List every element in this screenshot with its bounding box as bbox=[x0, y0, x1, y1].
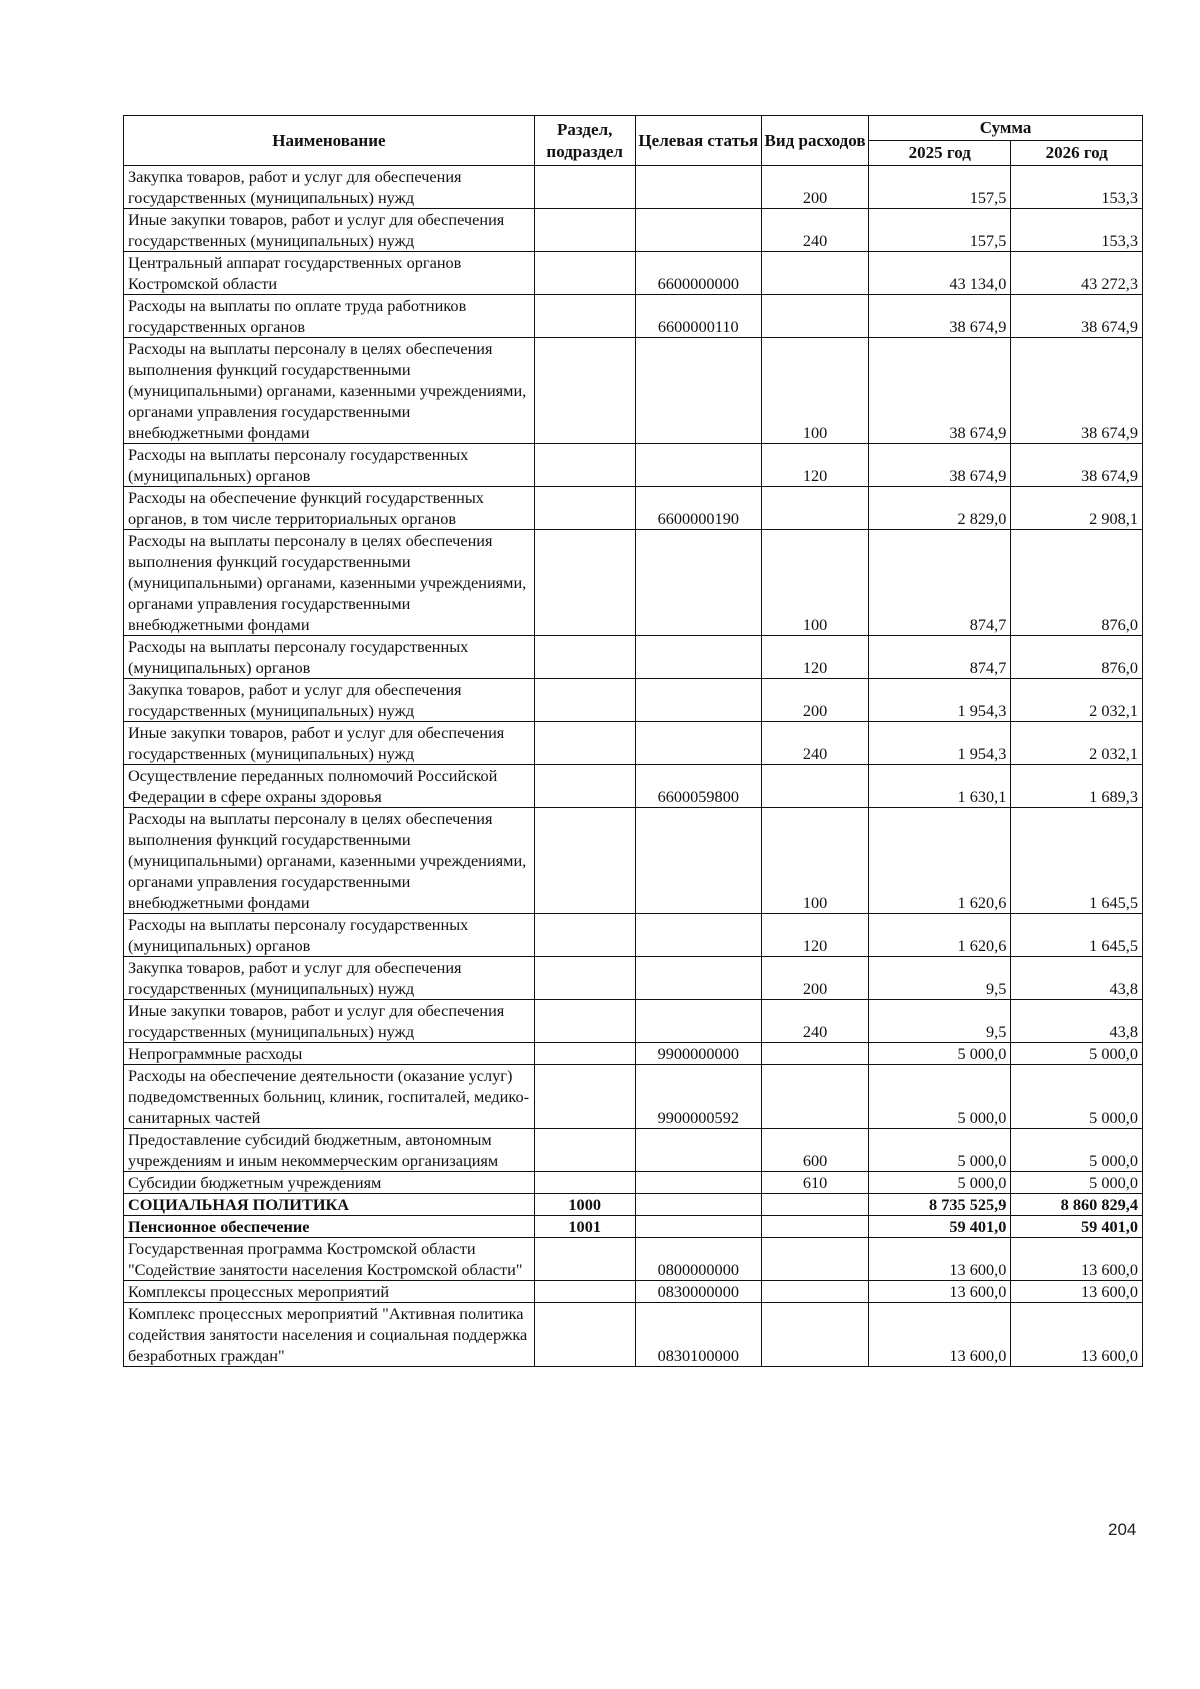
cell-section bbox=[534, 530, 635, 636]
cell-2025: 1 630,1 bbox=[869, 765, 1011, 808]
cell-section bbox=[534, 722, 635, 765]
cell-target: 6600000190 bbox=[635, 487, 761, 530]
cell-section bbox=[534, 166, 635, 209]
cell-2025: 8 735 525,9 bbox=[869, 1194, 1011, 1216]
table-row bbox=[124, 808, 1143, 914]
cell-section bbox=[534, 914, 635, 957]
cell-kind: 100 bbox=[761, 808, 868, 914]
cell-target: 9900000000 bbox=[635, 1043, 761, 1065]
table-body bbox=[124, 166, 1143, 1367]
cell-section bbox=[534, 295, 635, 338]
table-row bbox=[124, 1000, 1143, 1043]
table-row bbox=[124, 1238, 1143, 1281]
cell-section bbox=[534, 209, 635, 252]
cell-target bbox=[635, 1216, 761, 1238]
cell-2025: 43 134,0 bbox=[869, 252, 1011, 295]
table-row bbox=[124, 1065, 1143, 1129]
cell-name: Комплексы процессных мероприятий bbox=[124, 1281, 535, 1303]
cell-2026: 5 000,0 bbox=[1011, 1172, 1143, 1194]
cell-2025: 2 829,0 bbox=[869, 487, 1011, 530]
cell-2026: 5 000,0 bbox=[1011, 1129, 1143, 1172]
cell-kind: 240 bbox=[761, 722, 868, 765]
cell-name: Расходы на обеспечение деятельности (оказание услуг) подведомственных больниц, клиник, госпиталей, медико-санитарных частей bbox=[124, 1065, 535, 1129]
cell-name: Расходы на выплаты персоналу государственных (муниципальных) органов bbox=[124, 914, 535, 957]
cell-2026: 8 860 829,4 bbox=[1011, 1194, 1143, 1216]
table-row bbox=[124, 679, 1143, 722]
header-year-2025: 2025 год bbox=[869, 141, 1011, 166]
table-row bbox=[124, 722, 1143, 765]
cell-2025: 5 000,0 bbox=[869, 1043, 1011, 1065]
cell-2026: 43 272,3 bbox=[1011, 252, 1143, 295]
cell-2026: 876,0 bbox=[1011, 530, 1143, 636]
cell-2025: 13 600,0 bbox=[869, 1281, 1011, 1303]
cell-section bbox=[534, 444, 635, 487]
cell-kind bbox=[761, 1281, 868, 1303]
cell-2025: 38 674,9 bbox=[869, 338, 1011, 444]
cell-kind: 100 bbox=[761, 338, 868, 444]
cell-name: Закупка товаров, работ и услуг для обеспечения государственных (муниципальных) нужд bbox=[124, 679, 535, 722]
cell-target bbox=[635, 530, 761, 636]
header-sum: Сумма bbox=[869, 116, 1143, 141]
budget-table bbox=[123, 115, 1143, 1367]
cell-target bbox=[635, 209, 761, 252]
cell-name: Расходы на обеспечение функций государственных органов, в том числе территориальных органов bbox=[124, 487, 535, 530]
cell-name: Осуществление переданных полномочий Российской Федерации в сфере охраны здоровья bbox=[124, 765, 535, 808]
cell-section bbox=[534, 1129, 635, 1172]
cell-target bbox=[635, 1194, 761, 1216]
cell-section: 1001 bbox=[534, 1216, 635, 1238]
header-year-2026: 2026 год bbox=[1011, 141, 1143, 166]
cell-name: Иные закупки товаров, работ и услуг для обеспечения государственных (муниципальных) нужд bbox=[124, 1000, 535, 1043]
cell-section bbox=[534, 957, 635, 1000]
cell-section bbox=[534, 1238, 635, 1281]
cell-target: 6600000110 bbox=[635, 295, 761, 338]
table-row bbox=[124, 957, 1143, 1000]
cell-section bbox=[534, 1303, 635, 1367]
cell-2025: 874,7 bbox=[869, 530, 1011, 636]
cell-target bbox=[635, 914, 761, 957]
cell-name: Расходы на выплаты по оплате труда работников государственных органов bbox=[124, 295, 535, 338]
cell-2026: 1 645,5 bbox=[1011, 808, 1143, 914]
cell-2026: 13 600,0 bbox=[1011, 1238, 1143, 1281]
cell-section bbox=[534, 765, 635, 808]
cell-kind: 120 bbox=[761, 636, 868, 679]
cell-section bbox=[534, 1281, 635, 1303]
cell-2025: 157,5 bbox=[869, 209, 1011, 252]
cell-2025: 38 674,9 bbox=[869, 444, 1011, 487]
cell-target bbox=[635, 808, 761, 914]
table-row bbox=[124, 1281, 1143, 1303]
cell-2025: 1 954,3 bbox=[869, 679, 1011, 722]
cell-2026: 1 645,5 bbox=[1011, 914, 1143, 957]
cell-name: Иные закупки товаров, работ и услуг для обеспечения государственных (муниципальных) нужд bbox=[124, 722, 535, 765]
cell-section bbox=[534, 1172, 635, 1194]
cell-kind bbox=[761, 252, 868, 295]
cell-name: Государственная программа Костромской области "Содействие занятости населения Костромской области" bbox=[124, 1238, 535, 1281]
cell-kind: 200 bbox=[761, 679, 868, 722]
cell-2025: 9,5 bbox=[869, 1000, 1011, 1043]
table-row bbox=[124, 1129, 1143, 1172]
cell-2026: 876,0 bbox=[1011, 636, 1143, 679]
table-row bbox=[124, 252, 1143, 295]
cell-target: 6600000000 bbox=[635, 252, 761, 295]
cell-2026: 13 600,0 bbox=[1011, 1303, 1143, 1367]
cell-2025: 5 000,0 bbox=[869, 1065, 1011, 1129]
cell-section bbox=[534, 1043, 635, 1065]
cell-section bbox=[534, 338, 635, 444]
cell-kind bbox=[761, 1216, 868, 1238]
cell-2025: 13 600,0 bbox=[869, 1238, 1011, 1281]
cell-2026: 153,3 bbox=[1011, 166, 1143, 209]
table-row bbox=[124, 765, 1143, 808]
cell-kind bbox=[761, 1065, 868, 1129]
cell-section bbox=[534, 636, 635, 679]
cell-target bbox=[635, 166, 761, 209]
cell-kind: 100 bbox=[761, 530, 868, 636]
cell-kind bbox=[761, 1303, 868, 1367]
cell-kind bbox=[761, 295, 868, 338]
header-name: Наименование bbox=[124, 116, 535, 166]
cell-name: Расходы на выплаты персоналу в целях обеспечения выполнения функций государственными (муниципальными) органами, казенными учреждениями, органами управления государственными внебюджетными фондами bbox=[124, 808, 535, 914]
cell-target bbox=[635, 957, 761, 1000]
cell-2025: 1 620,6 bbox=[869, 808, 1011, 914]
cell-2025: 13 600,0 bbox=[869, 1303, 1011, 1367]
cell-2025: 59 401,0 bbox=[869, 1216, 1011, 1238]
cell-name: Расходы на выплаты персоналу в целях обеспечения выполнения функций государственными (муниципальными) органами, казенными учреждениями, органами управления государственными внебюджетными фондами bbox=[124, 530, 535, 636]
cell-kind bbox=[761, 487, 868, 530]
cell-kind bbox=[761, 1194, 868, 1216]
cell-kind: 610 bbox=[761, 1172, 868, 1194]
cell-kind: 600 bbox=[761, 1129, 868, 1172]
cell-name: Комплекс процессных мероприятий "Активная политика содействия занятости населения и социальная поддержка безработных граждан" bbox=[124, 1303, 535, 1367]
cell-2025: 1 620,6 bbox=[869, 914, 1011, 957]
cell-2025: 9,5 bbox=[869, 957, 1011, 1000]
cell-2026: 13 600,0 bbox=[1011, 1281, 1143, 1303]
cell-2026: 5 000,0 bbox=[1011, 1043, 1143, 1065]
table-row bbox=[124, 1043, 1143, 1065]
cell-target: 0830000000 bbox=[635, 1281, 761, 1303]
cell-2026: 5 000,0 bbox=[1011, 1065, 1143, 1129]
cell-kind: 240 bbox=[761, 1000, 868, 1043]
cell-name: Закупка товаров, работ и услуг для обеспечения государственных (муниципальных) нужд bbox=[124, 166, 535, 209]
cell-target bbox=[635, 1129, 761, 1172]
cell-2025: 5 000,0 bbox=[869, 1172, 1011, 1194]
table-row bbox=[124, 1194, 1143, 1216]
cell-target bbox=[635, 722, 761, 765]
cell-2026: 59 401,0 bbox=[1011, 1216, 1143, 1238]
cell-kind: 240 bbox=[761, 209, 868, 252]
page-number: 204 bbox=[1108, 1520, 1137, 1539]
cell-target bbox=[635, 679, 761, 722]
cell-target: 9900000592 bbox=[635, 1065, 761, 1129]
cell-name: Предоставление субсидий бюджетным, автономным учреждениям и иным некоммерческим организациям bbox=[124, 1129, 535, 1172]
cell-2025: 38 674,9 bbox=[869, 295, 1011, 338]
cell-target bbox=[635, 338, 761, 444]
cell-name: СОЦИАЛЬНАЯ ПОЛИТИКА bbox=[124, 1194, 535, 1216]
table-row bbox=[124, 209, 1143, 252]
cell-kind bbox=[761, 765, 868, 808]
cell-name: Иные закупки товаров, работ и услуг для обеспечения государственных (муниципальных) нужд bbox=[124, 209, 535, 252]
cell-target: 0830100000 bbox=[635, 1303, 761, 1367]
cell-2026: 1 689,3 bbox=[1011, 765, 1143, 808]
cell-2026: 38 674,9 bbox=[1011, 338, 1143, 444]
table-row bbox=[124, 1216, 1143, 1238]
table-row bbox=[124, 530, 1143, 636]
cell-2026: 2 032,1 bbox=[1011, 722, 1143, 765]
cell-target: 6600059800 bbox=[635, 765, 761, 808]
cell-kind bbox=[761, 1043, 868, 1065]
header-section: Раздел, подраздел bbox=[534, 116, 635, 166]
cell-name: Центральный аппарат государственных органов Костромской области bbox=[124, 252, 535, 295]
cell-section bbox=[534, 1065, 635, 1129]
cell-kind: 120 bbox=[761, 914, 868, 957]
cell-2026: 2 032,1 bbox=[1011, 679, 1143, 722]
cell-section bbox=[534, 1000, 635, 1043]
table-row bbox=[124, 166, 1143, 209]
cell-2025: 5 000,0 bbox=[869, 1129, 1011, 1172]
cell-name: Расходы на выплаты персоналу государственных (муниципальных) органов bbox=[124, 636, 535, 679]
cell-2026: 43,8 bbox=[1011, 957, 1143, 1000]
cell-2026: 2 908,1 bbox=[1011, 487, 1143, 530]
cell-2026: 153,3 bbox=[1011, 209, 1143, 252]
table-row bbox=[124, 914, 1143, 957]
cell-name: Расходы на выплаты персоналу государственных (муниципальных) органов bbox=[124, 444, 535, 487]
cell-target bbox=[635, 636, 761, 679]
cell-kind: 200 bbox=[761, 166, 868, 209]
cell-section bbox=[534, 808, 635, 914]
cell-name: Пенсионное обеспечение bbox=[124, 1216, 535, 1238]
cell-kind bbox=[761, 1238, 868, 1281]
table-row bbox=[124, 444, 1143, 487]
table-row bbox=[124, 338, 1143, 444]
header-kind: Вид расходов bbox=[761, 116, 868, 166]
cell-name: Субсидии бюджетным учреждениям bbox=[124, 1172, 535, 1194]
cell-target: 0800000000 bbox=[635, 1238, 761, 1281]
table-row bbox=[124, 1303, 1143, 1367]
cell-2025: 157,5 bbox=[869, 166, 1011, 209]
table-row bbox=[124, 487, 1143, 530]
cell-kind: 120 bbox=[761, 444, 868, 487]
cell-2026: 38 674,9 bbox=[1011, 295, 1143, 338]
cell-target bbox=[635, 1000, 761, 1043]
cell-target bbox=[635, 1172, 761, 1194]
cell-2025: 874,7 bbox=[869, 636, 1011, 679]
cell-section bbox=[534, 252, 635, 295]
cell-target bbox=[635, 444, 761, 487]
cell-name: Расходы на выплаты персоналу в целях обеспечения выполнения функций государственными (муниципальными) органами, казенными учреждениями, органами управления государственными внебюджетными фондами bbox=[124, 338, 535, 444]
cell-2026: 38 674,9 bbox=[1011, 444, 1143, 487]
cell-name: Закупка товаров, работ и услуг для обеспечения государственных (муниципальных) нужд bbox=[124, 957, 535, 1000]
header-target: Целевая статья bbox=[635, 116, 761, 166]
cell-kind: 200 bbox=[761, 957, 868, 1000]
cell-2026: 43,8 bbox=[1011, 1000, 1143, 1043]
cell-2025: 1 954,3 bbox=[869, 722, 1011, 765]
cell-name: Непрограммные расходы bbox=[124, 1043, 535, 1065]
table-row bbox=[124, 295, 1143, 338]
table-row bbox=[124, 636, 1143, 679]
table-row bbox=[124, 1172, 1143, 1194]
cell-section: 1000 bbox=[534, 1194, 635, 1216]
cell-section bbox=[534, 487, 635, 530]
cell-section bbox=[534, 679, 635, 722]
